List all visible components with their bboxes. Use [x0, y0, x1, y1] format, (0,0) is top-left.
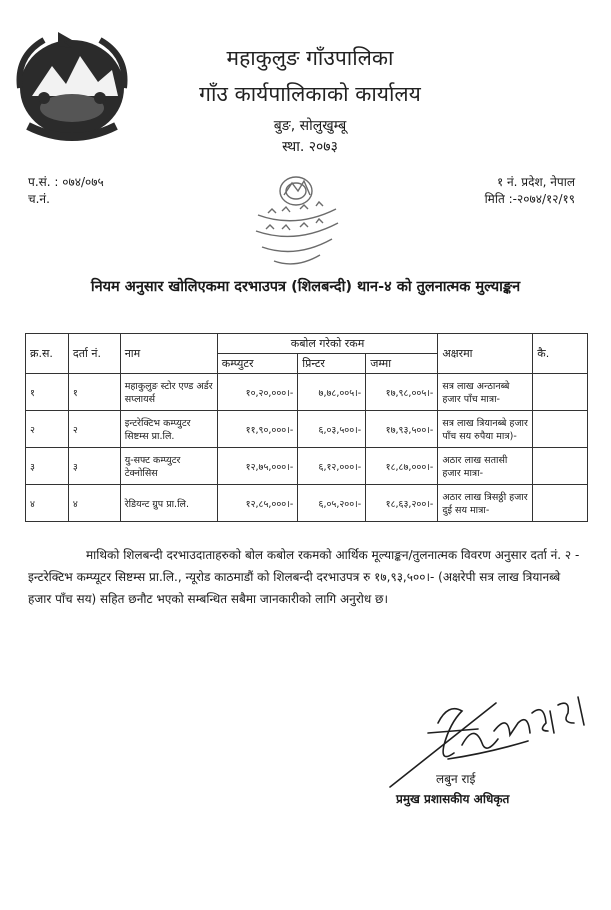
cell-computer: १०,२०,०००।- [217, 374, 298, 411]
table-header-row [26, 334, 588, 354]
col-header-amount-group: कबोल गरेको रकम [217, 334, 438, 354]
col-header-reg: दर्ता नं. [68, 334, 120, 374]
handwritten-signature-icon [378, 683, 593, 793]
table-row [26, 485, 588, 522]
cell-words: अठार लाख त्रिसठ्ठी हजार दुई सय मात्रा- [438, 485, 533, 522]
cell-remarks [533, 411, 588, 448]
cell-computer: १२,८५,०००।- [217, 485, 298, 522]
cell-total: १७,९८,००५।- [366, 374, 438, 411]
cell-printer: ६,०५,२००।- [298, 485, 366, 522]
established-year: स्था. २०७३ [282, 139, 338, 155]
cell-name: महाकुलुङ स्टोर एण्ड अर्डर सप्लायर्स [120, 374, 217, 411]
cell-words: सत्र लाख त्रियानब्बे हजार पाँच सय रुपैया मात्र)- [438, 411, 533, 448]
cell-computer: १२,७५,०००।- [217, 448, 298, 485]
cell-sn: १ [26, 374, 69, 411]
cell-remarks [533, 374, 588, 411]
col-header-printer: प्रिन्टर [298, 354, 366, 374]
cell-words: सत्र लाख अन्ठानब्बे हजार पाँच मात्रा- [438, 374, 533, 411]
cell-name: इन्टरेक्टिभ कम्प्युटर सिष्टम्स प्रा.लि. [120, 411, 217, 448]
cell-reg: ४ [68, 485, 120, 522]
nepal-emblem-icon [14, 26, 134, 144]
cell-sn: २ [26, 411, 69, 448]
cell-printer: ६,०३,५००।- [298, 411, 366, 448]
cell-name: यु-सफ्ट कम्प्युटर टेक्नोसिस [120, 448, 217, 485]
col-header-sn: क्र.स. [26, 334, 69, 374]
body-paragraph: माथिको शिलबन्दी दरभाउदाताहरुको बोल कबोल रकमको आर्थिक मूल्याङ्कन/तुलनात्मक विवरण अनुसार दर्ता नं. २ - इन्टरेक्टिभ कम्प्यूटर सिष्टम्स प्रा.लि., न्यूरोड काठमाडौं को शिलबन्दी दरभाउपत्र रु १७,९३,५००।- (अक्षरेपी सत्र लाख त्रियानब्बे हजार पाँच सय) सहित छनौट भएको सम्बन्धित सबैमा जानकारीको लागि अनुरोध छ। [28, 548, 580, 606]
cell-total: १७,९३,५००।- [366, 411, 438, 448]
cell-printer: ७,७८,००५।- [298, 374, 366, 411]
cell-total: १८,६३,२००।- [366, 485, 438, 522]
office-address: बुङ, सोलुखुम्बू [273, 118, 347, 134]
col-header-computer: कम्प्युटर [217, 354, 298, 374]
bid-comparison-table [25, 333, 588, 522]
signer-title: प्रमुख प्रशासकीय अधिकृत [396, 792, 510, 806]
cell-computer: ११,९०,०००।- [217, 411, 298, 448]
office-seal-icon [240, 165, 352, 277]
table-row [26, 411, 588, 448]
cell-words: अठार लाख सतासी हजार मात्रा- [438, 448, 533, 485]
office-subtitle: गाँउ कार्यपालिकाको कार्यालय [199, 82, 421, 106]
cell-reg: २ [68, 411, 120, 448]
table-row [26, 448, 588, 485]
letter-date: मिति :-२०७४/१२/१९ [484, 192, 575, 206]
table-row [26, 374, 588, 411]
signer-name: लबुन राई [436, 772, 476, 786]
cell-sn: ४ [26, 485, 69, 522]
cell-sn: ३ [26, 448, 69, 485]
province-label: १ नं. प्रदेश, नेपाल [496, 175, 575, 189]
col-header-remarks: कै. [533, 334, 588, 374]
cell-reg: ३ [68, 448, 120, 485]
cell-total: १८,८७,०००।- [366, 448, 438, 485]
document-title: नियम अनुसार खोलिएकमा दरभाउपत्र (शिलबन्दी) थान-४ को तुलनात्मक मुल्याङ्कन [90, 279, 521, 295]
office-name: महाकुलुङ गाँउपालिका [226, 46, 394, 70]
col-header-in-words: अक्षरमा [438, 334, 533, 374]
cell-printer: ६,१२,०००।- [298, 448, 366, 485]
cell-name: रेडियन्ट ग्रुप प्रा.लि. [120, 485, 217, 522]
col-header-total: जम्मा [366, 354, 438, 374]
letter-reference-number: प.सं. : ०७४/०७५ [28, 175, 104, 189]
dispatch-number: च.नं. [28, 192, 50, 206]
cell-reg: १ [68, 374, 120, 411]
cell-remarks [533, 485, 588, 522]
cell-remarks [533, 448, 588, 485]
col-header-name: नाम [120, 334, 217, 374]
